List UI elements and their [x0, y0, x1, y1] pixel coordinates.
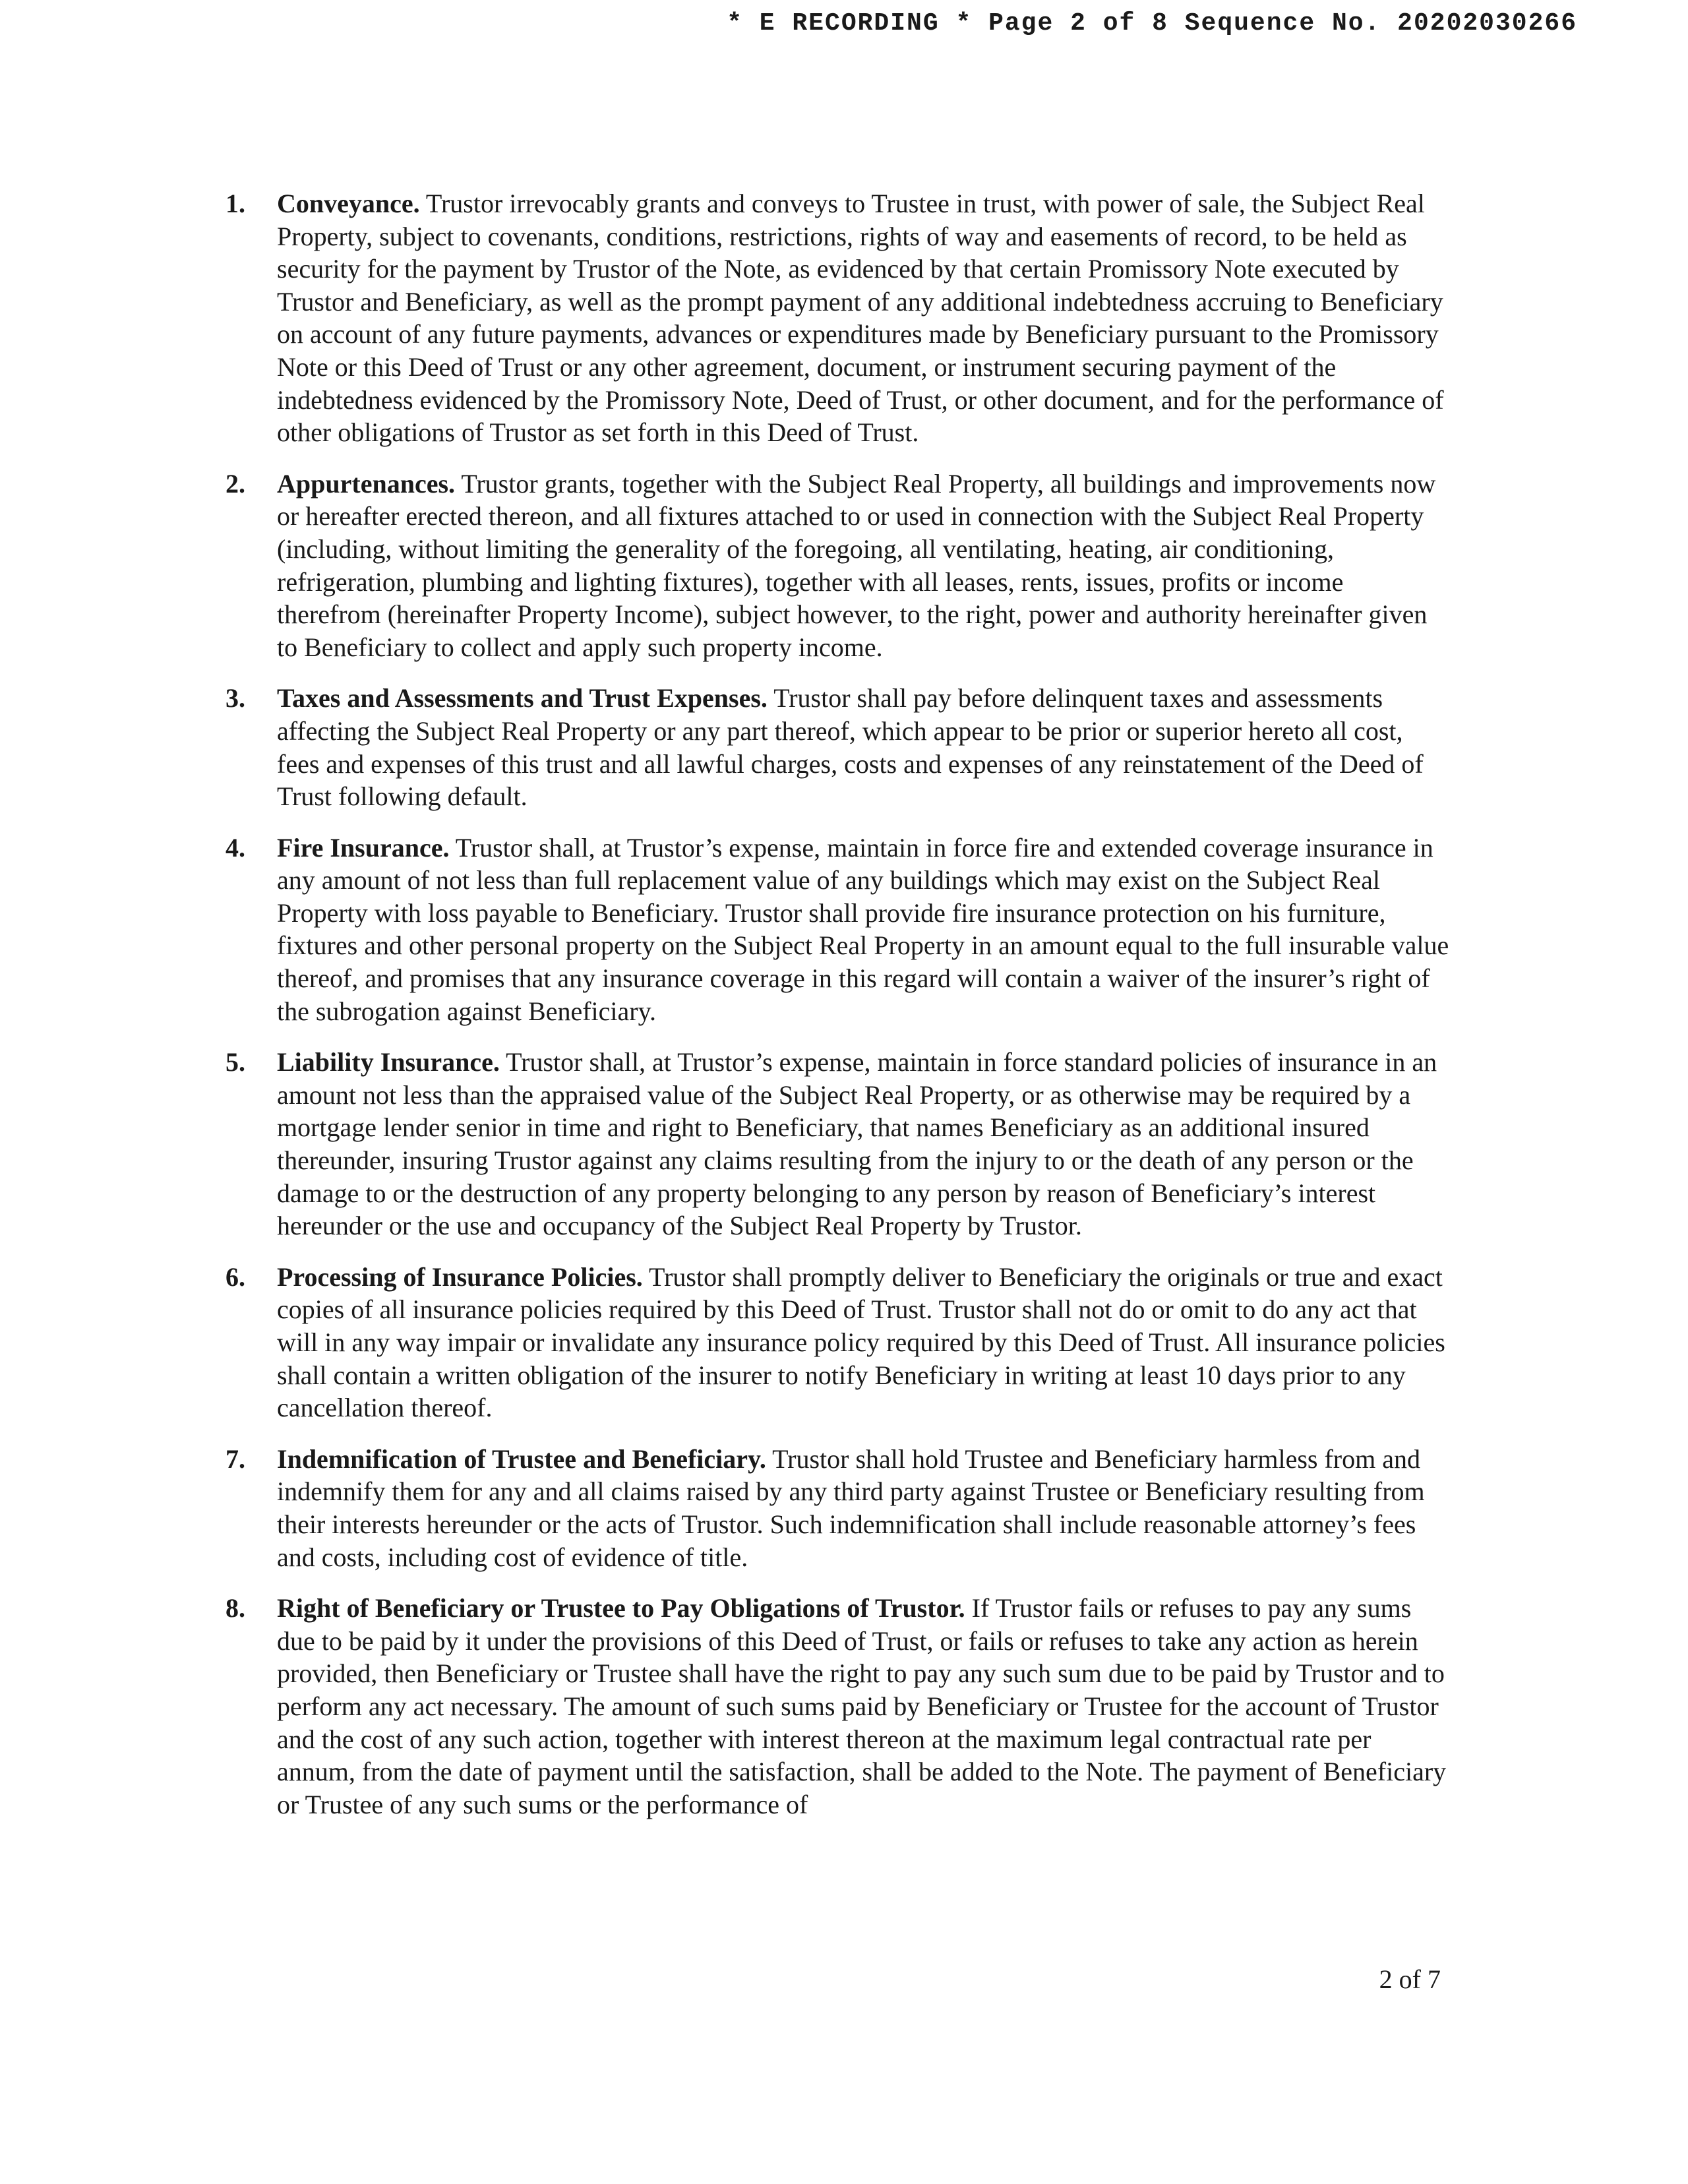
section-heading: Indemnification of Trustee and Beneficiary. [277, 1443, 766, 1474]
section-text: Trustor irrevocably grants and conveys to Trustee in trust, with power of sale, the Subject Real Property, subject to covenants, conditions, restrictions, rights of way and easements of record, to be held as security for the payment by Trustor of the Note, as evidenced by that certain Promissory Note executed by Trustor and Beneficiary, as well as the prompt payment of any additional indebtedness accruing to Beneficiary on account of any future payments, advances or expenditures made by Beneficiary pursuant to the Promissory Note or this Deed of Trust or any other agreement, document, or instrument securing payment of the indebtedness evidenced by the Promissory Note, Deed of Trust, or other document, and for the performance of other obligations of Trustor as set forth in this Deed of Trust. [277, 189, 1444, 448]
section-number: 7. [226, 1443, 245, 1474]
page-number: 2 of 7 [1379, 1964, 1441, 1994]
section-heading: Taxes and Assessments and Trust Expenses. [277, 683, 768, 713]
section-number: 3. [226, 683, 245, 713]
section-number: 8. [226, 1593, 245, 1623]
section-heading: Appurtenances. [277, 468, 456, 499]
section-heading: Right of Beneficiary or Trustee to Pay Obligations of Trustor. [277, 1593, 965, 1623]
section-text: Trustor shall, at Trustor’s expense, maintain in force fire and extended coverage insurance in any amount of not less than full replacement value of any buildings which may exist on the Subject Real Property with loss payable to Beneficiary. Trustor shall provide fire insurance protection on his furniture, fixtures and other personal property on the Subject Real Property in an amount equal to the full insurable value thereof, and promises that any insurance coverage in this regard will contain a waiver of the insurer’s right of the subrogation against Beneficiary. [277, 832, 1449, 1026]
section-appurtenances [226, 468, 1451, 664]
document-body [226, 187, 1451, 1839]
section-fire-insurance [226, 832, 1451, 1028]
section-number: 2. [226, 468, 245, 499]
section-number: 5. [226, 1047, 245, 1077]
section-text: Trustor shall pay before delinquent taxes and assessments affecting the Subject Real Property or any part thereof, which appear to be prior or superior hereto all cost, fees and expenses of this trust and all lawful charges, costs and expenses of any reinstatement of the Deed of Trust following default. [277, 683, 1424, 812]
section-liability-insurance [226, 1046, 1451, 1242]
section-text: Trustor shall hold Trustee and Beneficiary harmless from and indemnify them for any and all claims raised by any third party against Trustee or Beneficiary resulting from their interests hereunder or the acts of Trustor. Such indemnification shall include reasonable attorney’s fees and costs, including cost of evidence of title. [277, 1443, 1425, 1572]
section-right-to-pay [226, 1592, 1451, 1821]
section-number: 6. [226, 1261, 245, 1292]
recording-header: * E RECORDING * Page 2 of 8 Sequence No. 20202030266 [727, 9, 1577, 38]
section-heading: Conveyance. [277, 189, 420, 218]
section-text: If Trustor fails or refuses to pay any sums due to be paid by it under the provisions of this Deed of Trust, or fails or refuses to take any action as herein provided, then Beneficiary or Trustee shall have the right to pay any such sum due to be paid by Trustor and to perform any act necessary. The amount of such sums paid by Beneficiary or Trustee for the account of Trustor and the cost of any such action, together with interest thereon at the maximum legal contractual rate per annum, from the date of payment until the satisfaction, shall be added to the Note. The payment of Beneficiary or Trustee of any such sums or the performance of [277, 1593, 1447, 1819]
section-conveyance [226, 187, 1451, 449]
section-indemnification [226, 1443, 1451, 1573]
section-taxes [226, 682, 1451, 812]
section-text: Trustor grants, together with the Subject Real Property, all buildings and improvements now or hereafter erected thereon, and all fixtures attached to or used in connection with the Subject Real Property (including, without limiting the generality of the foregoing, all ventilating, heating, air conditioning, refrigeration, plumbing and lighting fixtures), together with all leases, rents, issues, profits or income therefrom (hereinafter Property Income), subject however, to the right, power and authority hereinafter given to Beneficiary to collect and apply such property income. [277, 468, 1436, 662]
section-heading: Processing of Insurance Policies. [277, 1261, 643, 1292]
section-processing-insurance [226, 1261, 1451, 1424]
section-text: Trustor shall, at Trustor’s expense, maintain in force standard policies of insurance in an amount not less than the appraised value of the Subject Real Property, or as otherwise may be required by a mortgage lender senior in time and right to Beneficiary, that names Beneficiary as an additional insured thereunder, insuring Trustor against any claims resulting from the injury to or the death of any person or the damage to or the destruction of any property belonging to any person by reason of Beneficiary’s interest hereunder or the use and occupancy of the Subject Real Property by Trustor. [277, 1047, 1437, 1241]
section-heading: Liability Insurance. [277, 1047, 500, 1077]
section-number: 1. [226, 189, 245, 218]
section-number: 4. [226, 832, 245, 863]
section-heading: Fire Insurance. [277, 832, 450, 863]
section-text: Trustor shall promptly deliver to Beneficiary the originals or true and exact copies of all insurance policies required by this Deed of Trust. Trustor shall not do or omit to do any act that will in any way impair or invalidate any insurance policy required by this Deed of Trust. All insurance policies shall contain a written obligation of the insurer to notify Beneficiary in writing at least 10 days prior to any cancellation thereof. [277, 1261, 1445, 1423]
